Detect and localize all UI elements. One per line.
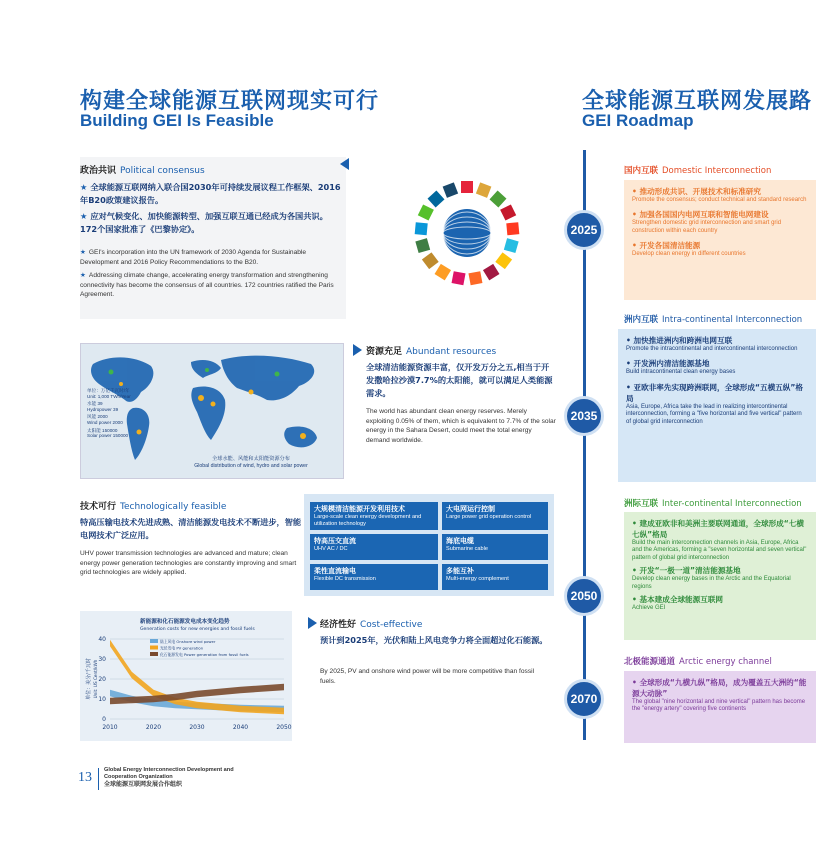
x-tick-label: 2030 (189, 724, 205, 731)
footer-org (104, 767, 244, 789)
stage-heading-zh: 洲内互联 (624, 315, 659, 325)
list-item: • 开发洲内清洁能源基地 Build intracontinental clean energy bases (626, 359, 736, 376)
pointer-arrow-icon (308, 617, 317, 629)
stage-heading-zh: 国内互联 (624, 166, 659, 176)
stage-heading-en: Arctic energy channel (679, 657, 772, 667)
footer-divider (98, 768, 99, 790)
resources-heading-en: Abundant resources (406, 347, 497, 357)
tech-cell: 柔性直流输电 Flexible DC transmission (310, 564, 438, 590)
left-title-en: Building GEI Is Feasible (80, 111, 274, 130)
sdg-tile (506, 222, 519, 235)
series-band (110, 684, 284, 704)
list-item: • 开发各国清洁能源 Develop clean energy in different countries (632, 241, 746, 258)
page-number: 13 (78, 770, 92, 785)
tech-heading (80, 499, 226, 512)
y-axis-label-en: Unit: US Cent/kWh (93, 659, 98, 699)
x-tick-label: 2020 (145, 724, 162, 731)
legend-label: 光伏发电 PV generation (160, 645, 204, 651)
sdg-tile (490, 191, 507, 208)
list-item: ★ 全球能源互联网纳入联合国2030年可持续发展议程工作框架、2016年B20政策建议报告。 (80, 182, 341, 205)
sdg-tile (435, 264, 452, 281)
tech-cell: 大规模清洁能源开发利用技术 Large-scale clean energy development and utilization technology (310, 502, 438, 530)
sdg-tile (495, 252, 512, 269)
stage-box-arctic (624, 671, 816, 743)
sdg-wheel-image (402, 166, 532, 300)
sdg-tile (418, 204, 434, 220)
legend-label: 化石能源发电 Power generation from fossil fuels (160, 652, 249, 657)
globe-icon (443, 209, 491, 257)
y-tick-label: 20 (98, 676, 106, 683)
tech-grid (304, 494, 554, 596)
political-zh-list (80, 181, 342, 236)
cost-chart-panel (80, 611, 292, 741)
resources-zh-body: 全球清洁能源资源丰富，仅开发万分之五,相当于开发撒哈拉沙漠7.7%的太阳能，就可以满足人类能源需求。 (366, 362, 553, 398)
list-item: • 基本建成全球能源互联网 Achieve GEI (632, 595, 724, 612)
footer-org-zh: 全球能源互联网发展合作组织 (104, 781, 183, 788)
chart-title: 新能源和化石能源发电成本变化趋势 (140, 619, 230, 625)
stage-heading-arctic (624, 655, 772, 667)
sdg-tile (476, 182, 492, 198)
stage-heading-zh: 北极能源通道 (624, 657, 676, 667)
right-title-en: GEI Roadmap (582, 111, 694, 130)
year-marker-2025: 2025 (564, 210, 604, 250)
sdg-tile (422, 252, 439, 269)
list-item: ★ GEI's incorporation into the UN framework of 2030 Agenda for Sustainable Development and 2016 Policy Recommendations to the B20. (80, 249, 307, 266)
x-tick-label: 2010 (102, 724, 118, 731)
tech-cell: 大电网运行控制 Large power grid operation control (442, 502, 548, 530)
pointer-arrow-icon (340, 158, 349, 170)
legend-label: 陆上风电 Onshore wind power (160, 639, 216, 644)
list-item: • 开发“一极一道”清洁能源基地 Develop clean energy bases in the Arctic and the Equatorial regions (632, 566, 791, 590)
y-tick-label: 30 (98, 656, 106, 663)
footer-org-en: Global Energy Interconnection Development and Cooperation Organization (104, 767, 234, 780)
map-legend: 单位：万亿千瓦时/年 Unit: 1,000 TWh/Year 水能 39 Hydropower 39 风能 2000 Wind power 2000 太阳能 150000 Solar power 150000 (87, 388, 131, 439)
sdg-tile (468, 271, 482, 285)
cost-heading-en: Cost-effective (360, 620, 423, 630)
tech-cell: 海底电缆 Submarine cable (442, 534, 548, 560)
list-item: • 推动形成共识、开展技术和标准研究 Promote the consensus; conduct technical and standard research (632, 187, 807, 203)
resources-heading (366, 344, 496, 357)
list-item: • 加快推进洲内和跨洲电网互联 Promote the intracontinental and intercontinental interconnection (626, 336, 798, 352)
sdg-tile (504, 238, 519, 253)
x-tick-label: 2050 (276, 724, 292, 731)
right-title-zh: 全球能源互联网发展路 (582, 89, 813, 114)
pointer-arrow-icon (353, 344, 362, 356)
resources-en-body: The world has abundant clean energy reserves. Merely exploiting 0.05% of them, which is equivalent to 7.7% of the solar energy in the Sahara Desert, could meet the total energy demand worldwide. (366, 408, 556, 444)
left-title-zh: 构建全球能源互联网现实可行 (80, 89, 380, 114)
list-item: • 加强各国国内电网互联和智能电网建设 Strengthen domestic grid interconnection and smart grid construction within each country (632, 210, 782, 234)
political-heading-zh: 政治共识 (80, 166, 117, 176)
sdg-tile (452, 271, 466, 285)
tech-cell: 特高压交直流 UHV AC / DC (310, 534, 438, 560)
y-tick-label: 0 (102, 716, 106, 723)
x-tick-label: 2040 (232, 724, 249, 731)
sdg-tile (443, 182, 459, 198)
stage-heading-en: Intra-continental Interconnection (662, 315, 803, 325)
tech-cell: 多能互补 Multi-energy complement (442, 564, 548, 590)
sdg-tile (500, 204, 516, 220)
stage-heading-en: Inter-continental Interconnection (662, 499, 802, 509)
cost-heading-zh: 经济性好 (320, 620, 357, 630)
stage-box-inter (624, 512, 816, 640)
legend-swatch (150, 646, 158, 650)
sdg-tile (483, 264, 500, 281)
tech-en-body: UHV power transmission technologies are advanced and mature; clean energy power generation technologies are constantly improving and smart grid technologies are widely applied. (80, 550, 297, 576)
list-item: • 全球形成“九横九纵”格局，成为覆盖五大洲的“能源大动脉” The global "nine horizontal and nine vertical" pattern has become the "energy artery" covering five continents (632, 678, 807, 713)
stage-heading-zh: 洲际互联 (624, 499, 659, 509)
y-axis-label: 单位：美分/千瓦时 (86, 658, 92, 700)
sdg-tile (428, 191, 445, 208)
cost-heading (320, 617, 422, 630)
stage-heading-inter (624, 497, 802, 509)
cost-en-body: By 2025, PV and onshore wind power will be more competitive than fossil fuels. (320, 668, 535, 685)
year-marker-2050: 2050 (564, 576, 604, 616)
stage-heading-domestic (624, 164, 771, 176)
cost-chart (80, 611, 292, 741)
year-marker-2070: 2070 (564, 679, 604, 719)
legend-swatch (150, 639, 158, 643)
list-item: ★ Addressing climate change, accelerating energy transformation and strengthening connectivity has become the consensus of all countries. 172 countries ratified the Paris Agreement. (80, 272, 334, 298)
stage-heading-en: Domestic Interconnection (662, 166, 772, 176)
resources-heading-zh: 资源充足 (366, 347, 403, 357)
list-item: • 建成亚欧非和美洲主要联网通道，全球形成“七横七纵”格局 Build the main interconnection channels in Asia, Europe, Africa and the Americas, forming a "seven horizontal and seven vertical" pattern of global grid interconnection (632, 519, 807, 561)
political-en-list (80, 248, 342, 300)
legend-swatch (150, 652, 158, 656)
sdg-tile (415, 222, 428, 235)
map-caption: 全球水能、风能和太阳能资源分布 Global distribution of wind, hydro and solar power (194, 456, 308, 469)
sdg-tile (461, 181, 473, 193)
tech-heading-zh: 技术可行 (80, 502, 117, 512)
political-heading (80, 163, 205, 176)
y-tick-label: 40 (98, 636, 106, 643)
stage-box-intra (618, 329, 816, 482)
y-tick-label: 10 (98, 696, 106, 703)
year-marker-2035: 2035 (564, 396, 604, 436)
stage-heading-intra (624, 313, 802, 325)
tech-zh-body: 特高压输电技术先进成熟、清洁能源发电技术不断进步，智能电网技术广泛应用。 (80, 517, 302, 540)
chart-subtitle: Generation costs for new energies and fossil fuels (140, 627, 255, 632)
list-item: ★ 应对气候变化、加快能源转型、加强互联互通已经成为各国共识。172个国家批准了《巴黎协定》。 (80, 211, 328, 234)
sdg-tile (415, 238, 430, 253)
world-resource-map (80, 343, 344, 479)
stage-box-domestic (624, 180, 816, 300)
political-heading-en: Political consensus (120, 166, 205, 176)
tech-heading-en: Technologically feasible (120, 502, 227, 512)
series-band (110, 640, 284, 714)
list-item: • 亚欧非率先实现跨洲联网，全球形成“五横五纵”格局 Asia, Europe, Africa take the lead in realizing intercontinental interconnection, forming a "five horizontal and five vertical" pattern of global grid interconnection (626, 382, 803, 425)
cost-zh-body: 预计到2025年，光伏和陆上风电竞争力将全面超过化石能源。 (320, 635, 548, 645)
